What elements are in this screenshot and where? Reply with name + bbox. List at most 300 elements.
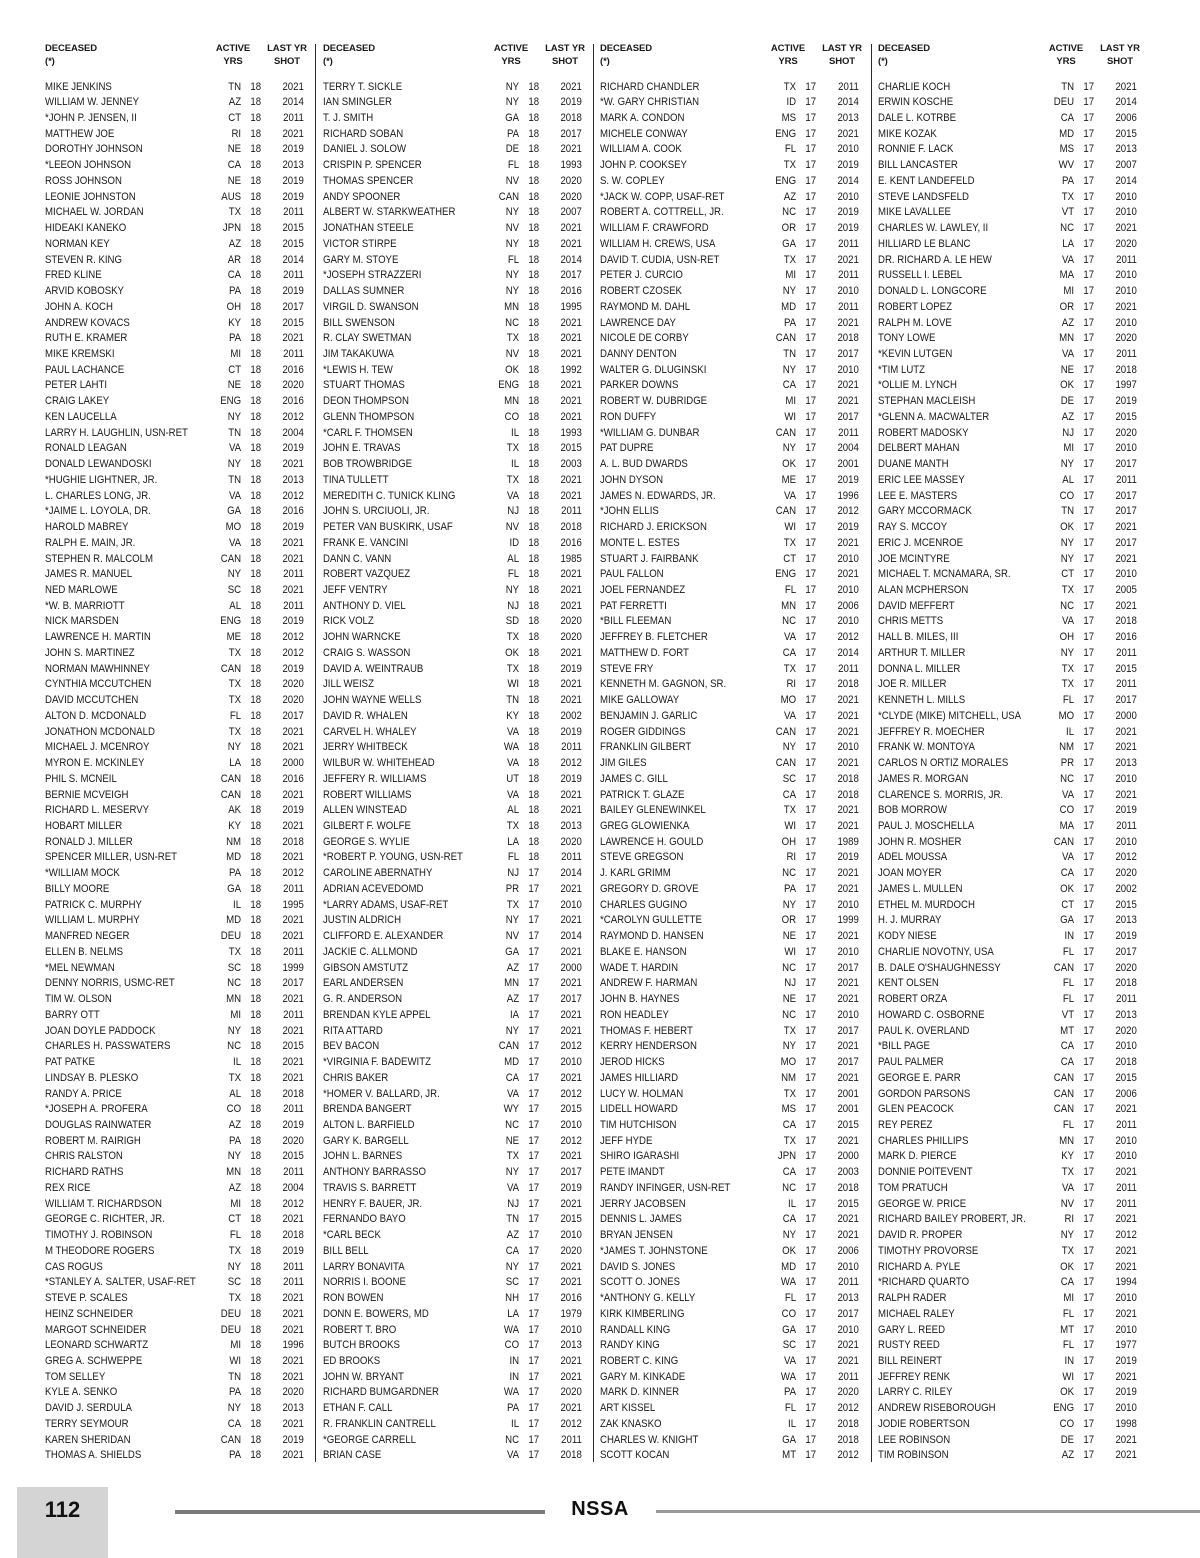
- table-row: [323, 756, 587, 772]
- member-name: S. W. COPLEY: [600, 174, 665, 187]
- table-row: [45, 1307, 309, 1323]
- member-name: JOHN L. BARNES: [323, 1150, 403, 1163]
- table-row: [878, 1118, 1142, 1134]
- last-year-shot: 2021: [282, 788, 304, 801]
- member-state: CT: [1061, 898, 1075, 911]
- table-row: [600, 583, 864, 599]
- table-row: [323, 190, 587, 206]
- table-row: [323, 331, 587, 347]
- member-name: B. DALE O'SHAUGHNESSY: [878, 961, 1001, 974]
- last-year-shot: 2021: [837, 1040, 859, 1053]
- active-years: 17: [528, 1339, 540, 1352]
- table-row: [600, 929, 864, 945]
- member-name: JOHN A. KOCH: [45, 300, 113, 313]
- member-state: AL: [229, 599, 242, 612]
- member-state: VA: [783, 631, 797, 644]
- active-years: 18: [528, 395, 540, 408]
- table-row: [45, 1275, 309, 1291]
- table-row: [45, 441, 309, 457]
- active-years: 18: [528, 379, 540, 392]
- member-name: L. CHARLES LONG, JR.: [45, 489, 151, 502]
- table-row: [878, 850, 1142, 866]
- active-years: 18: [250, 1213, 262, 1226]
- member-state: TX: [506, 473, 520, 486]
- active-years: 17: [1083, 820, 1095, 833]
- active-years: 18: [250, 961, 262, 974]
- table-row: [878, 725, 1142, 741]
- table-row: [323, 237, 587, 253]
- active-years: 17: [805, 678, 817, 691]
- last-year-shot: 2010: [1115, 285, 1137, 298]
- member-name: CARLOS N ORTIZ MORALES: [878, 757, 1009, 770]
- table-row: [45, 237, 309, 253]
- footer-rule-left: [175, 1510, 545, 1514]
- table-row: [323, 1291, 587, 1307]
- table-row: [878, 331, 1142, 347]
- table-row: [600, 961, 864, 977]
- table-row: [878, 552, 1142, 568]
- member-state: WA: [780, 1276, 797, 1289]
- active-years: 18: [250, 159, 262, 172]
- member-state: NJ: [507, 1197, 520, 1210]
- table-row: [878, 1181, 1142, 1197]
- active-years: 17: [1083, 678, 1095, 691]
- member-state: TX: [228, 694, 242, 707]
- member-name: *GEORGE CARRELL: [323, 1433, 417, 1446]
- last-year-shot: 2017: [1115, 694, 1137, 707]
- table-row: [45, 457, 309, 473]
- member-state: CAN: [775, 426, 797, 439]
- last-year-shot: 2010: [837, 615, 859, 628]
- table-row: [45, 1260, 309, 1276]
- table-row: [323, 725, 587, 741]
- member-state: WI: [784, 820, 797, 833]
- member-state: CA: [1060, 1040, 1075, 1053]
- table-row: [45, 850, 309, 866]
- table-row: [878, 347, 1142, 363]
- last-year-shot: 2016: [560, 1292, 582, 1305]
- member-state: MN: [1059, 332, 1075, 345]
- active-years: 17: [528, 867, 540, 880]
- table-row: [878, 520, 1142, 536]
- last-year-shot: 2021: [560, 143, 582, 156]
- table-row: [323, 441, 587, 457]
- member-state: UT: [506, 772, 520, 785]
- member-name: ROBERT M. RAIRIGH: [45, 1134, 141, 1147]
- member-name: CHARLES PHILLIPS: [878, 1134, 969, 1147]
- member-state: IL: [788, 1197, 797, 1210]
- member-name: DAVID R. PROPER: [878, 1229, 963, 1242]
- last-year-shot: 2020: [282, 694, 304, 707]
- table-row: [323, 929, 587, 945]
- table-row: [878, 1354, 1142, 1370]
- member-name: ROBERT WILLIAMS: [323, 788, 412, 801]
- last-year-shot: 2021: [282, 584, 304, 596]
- last-year-shot: 2017: [560, 1166, 582, 1179]
- table-row: [878, 237, 1142, 253]
- active-years: 17: [1083, 1260, 1095, 1273]
- table-row: [600, 1212, 864, 1228]
- active-years: 17: [1083, 993, 1095, 1006]
- member-name: JIM GILES: [600, 757, 647, 770]
- last-year-shot: 2015: [560, 1103, 582, 1116]
- member-state: CA: [505, 1071, 520, 1084]
- table-row: [600, 1071, 864, 1087]
- active-years: 17: [805, 222, 817, 235]
- member-state: WA: [503, 1323, 520, 1336]
- member-name: KENNETH L. MILLS: [878, 694, 966, 707]
- member-state: ME: [781, 473, 797, 486]
- active-years: 17: [805, 1307, 817, 1320]
- active-years: 18: [250, 788, 262, 801]
- member-state: CAN: [1053, 961, 1075, 974]
- table-row: [878, 190, 1142, 206]
- active-years: 18: [528, 111, 540, 124]
- member-state: OK: [782, 1244, 797, 1257]
- last-year-shot: 2021: [282, 1056, 304, 1069]
- member-name: WILLIAM L. MURPHY: [45, 914, 140, 927]
- active-years: 17: [1083, 898, 1095, 911]
- member-state: AZ: [506, 1229, 520, 1242]
- last-year-shot: 2004: [282, 1181, 304, 1194]
- last-year-shot: 2019: [282, 804, 304, 817]
- member-state: DE: [505, 143, 520, 156]
- active-years: 18: [250, 820, 262, 833]
- member-name: LEONARD SCHWARTZ: [45, 1339, 149, 1352]
- table-row: [45, 410, 309, 426]
- member-state: GA: [782, 1433, 797, 1446]
- active-years: 18: [250, 442, 262, 455]
- member-state: VT: [1061, 206, 1075, 219]
- table-row: [323, 1228, 587, 1244]
- active-years: 17: [1083, 222, 1095, 235]
- active-years: 17: [1083, 379, 1095, 392]
- table-row: [600, 662, 864, 678]
- member-state: TN: [228, 473, 242, 486]
- member-name: DANIEL J. SOLOW: [323, 143, 407, 156]
- table-row: [323, 1149, 587, 1165]
- member-name: CHARLES W. KNIGHT: [600, 1433, 699, 1446]
- table-row: [878, 268, 1142, 284]
- member-state: MD: [226, 851, 242, 864]
- member-name: *HUGHIE LIGHTNER, JR.: [45, 473, 158, 486]
- last-year-shot: 2019: [560, 725, 582, 738]
- member-state: TX: [228, 725, 242, 738]
- last-year-shot: 2018: [837, 1181, 859, 1194]
- last-year-shot: 2019: [282, 662, 304, 675]
- member-state: MI: [230, 1197, 242, 1210]
- member-name: JEROD HICKS: [600, 1056, 665, 1069]
- member-state: WI: [784, 521, 797, 534]
- active-years: 17: [1083, 851, 1095, 864]
- member-state: TX: [228, 1071, 242, 1084]
- active-years: 18: [528, 332, 540, 345]
- active-years: 17: [805, 269, 817, 282]
- member-name: KEN LAUCELLA: [45, 410, 117, 423]
- member-name: TIM HUTCHISON: [600, 1118, 677, 1131]
- table-row: [45, 536, 309, 552]
- member-state: MI: [1063, 1292, 1075, 1305]
- member-name: ALBERT W. STARKWEATHER: [323, 206, 456, 219]
- last-year-shot: 2021: [837, 1229, 859, 1242]
- table-row: [600, 1228, 864, 1244]
- active-years: 18: [528, 269, 540, 282]
- member-state: CA: [1060, 1056, 1075, 1069]
- last-year-shot: 2011: [283, 111, 304, 124]
- member-name: *LEEON JOHNSON: [45, 159, 132, 172]
- table-row: [600, 1307, 864, 1323]
- table-row: [45, 599, 309, 615]
- member-state: FL: [784, 1292, 797, 1305]
- table-row: [323, 961, 587, 977]
- last-year-shot: 2017: [1115, 505, 1137, 518]
- table-row: [45, 1165, 309, 1181]
- member-state: NM: [1059, 741, 1075, 754]
- table-row: [600, 127, 864, 143]
- member-state: ID: [786, 96, 797, 109]
- table-row: [45, 473, 309, 489]
- member-name: JODIE ROBERTSON: [878, 1417, 970, 1430]
- last-year-shot: 2011: [283, 1260, 304, 1273]
- active-years: 17: [805, 1433, 817, 1446]
- member-name: HAROLD MABREY: [45, 521, 129, 534]
- active-years: 17: [528, 1213, 540, 1226]
- last-year-shot: 2018: [282, 835, 304, 848]
- table-row: [45, 504, 309, 520]
- last-year-shot: 2021: [1115, 788, 1137, 801]
- member-state: VA: [506, 489, 520, 502]
- last-year-shot: 2016: [282, 363, 304, 376]
- member-state: MT: [1060, 1323, 1075, 1336]
- member-state: NJ: [784, 977, 797, 990]
- member-name: E. KENT LANDEFELD: [878, 174, 975, 187]
- last-year-shot: 2021: [282, 1370, 304, 1383]
- active-years: 18: [250, 1386, 262, 1399]
- table-row: [878, 1008, 1142, 1024]
- active-years: 17: [528, 1417, 540, 1430]
- table-row: [878, 583, 1142, 599]
- member-state: CAN: [775, 505, 797, 518]
- table-row: [323, 677, 587, 693]
- member-name: ALAN MCPHERSON: [878, 584, 969, 596]
- table-row: [878, 1024, 1142, 1040]
- active-years: 18: [250, 851, 262, 864]
- member-name: RAYMOND M. DAHL: [600, 300, 691, 313]
- member-state: MS: [1059, 143, 1075, 156]
- active-years: 18: [250, 977, 262, 990]
- table-row: [323, 536, 587, 552]
- member-name: JOHN R. MOSHER: [878, 835, 962, 848]
- last-year-shot: 2021: [837, 867, 859, 880]
- last-year-shot: 2021: [837, 993, 859, 1006]
- member-name: *BILL PAGE: [878, 1040, 930, 1053]
- table-row: [878, 300, 1142, 316]
- member-state: NC: [782, 1008, 797, 1021]
- last-year-shot: 2013: [1115, 914, 1137, 927]
- member-state: FL: [1062, 1118, 1075, 1131]
- last-year-shot: 2003: [837, 1166, 859, 1179]
- member-state: OH: [781, 835, 797, 848]
- table-row: [878, 1307, 1142, 1323]
- active-years: 18: [250, 599, 262, 612]
- member-name: *GLENN A. MACWALTER: [878, 410, 990, 423]
- active-years: 18: [528, 96, 540, 109]
- last-year-shot: 2021: [282, 930, 304, 943]
- last-year-shot: 2007: [560, 206, 582, 219]
- table-row: [600, 142, 864, 158]
- member-state: TN: [506, 694, 520, 707]
- last-year-shot: 2021: [837, 977, 859, 990]
- table-row: [600, 347, 864, 363]
- last-year-shot: 2018: [837, 1433, 859, 1446]
- member-name: FRANKLIN GILBERT: [600, 741, 692, 754]
- table-row: [323, 1260, 587, 1276]
- last-year-shot: 2021: [282, 552, 304, 565]
- last-year-shot: 2017: [282, 977, 304, 990]
- table-row: [323, 489, 587, 505]
- active-years: 18: [528, 143, 540, 156]
- last-year-shot: 2017: [560, 127, 582, 140]
- last-year-shot: 2021: [282, 458, 304, 471]
- member-state: MD: [504, 1056, 520, 1069]
- member-name: *MEL NEWMAN: [45, 961, 115, 974]
- active-years: 17: [528, 1354, 540, 1367]
- active-years: 18: [250, 489, 262, 502]
- table-row: [323, 1433, 587, 1449]
- last-year-shot: 2020: [282, 1386, 304, 1399]
- last-year-shot: 2001: [837, 1103, 859, 1116]
- column-4: [878, 40, 1142, 1470]
- member-name: MIKE KOZAK: [878, 127, 937, 140]
- last-year-shot: 2021: [837, 379, 859, 392]
- table-row: [878, 1417, 1142, 1433]
- member-state: IN: [1064, 1354, 1075, 1367]
- member-name: MARK D. KINNER: [600, 1386, 680, 1399]
- member-state: TX: [1061, 678, 1075, 691]
- table-row: [878, 740, 1142, 756]
- last-year-shot: 2021: [560, 80, 582, 93]
- last-year-shot: 2021: [282, 1213, 304, 1226]
- table-row: [600, 819, 864, 835]
- member-state: TX: [228, 678, 242, 691]
- last-year-shot: 2019: [282, 615, 304, 628]
- table-row: [600, 331, 864, 347]
- table-row: [600, 268, 864, 284]
- last-year-shot: 2020: [282, 1134, 304, 1147]
- table-row: [323, 630, 587, 646]
- member-name: GREG A. SCHWEPPE: [45, 1354, 143, 1367]
- brand-name: NSSA: [571, 1498, 629, 1520]
- active-years: 18: [528, 741, 540, 754]
- last-year-shot: 2019: [282, 174, 304, 187]
- last-year-shot: 1995: [560, 300, 582, 313]
- table-row: [323, 1039, 587, 1055]
- member-name: BILL SWENSON: [323, 316, 395, 329]
- active-years: 17: [1083, 1056, 1095, 1069]
- table-row: [600, 709, 864, 725]
- member-name: HIDEAKI KANEKO: [45, 222, 127, 235]
- active-years: 18: [250, 222, 262, 235]
- member-name: BEV BACON: [323, 1040, 380, 1053]
- member-state: TX: [506, 820, 520, 833]
- table-row: [323, 127, 587, 143]
- member-name: JILL WEISZ: [323, 678, 374, 691]
- last-year-shot: 2010: [837, 1323, 859, 1336]
- member-state: TN: [228, 426, 242, 439]
- active-years: 17: [1083, 1417, 1095, 1430]
- member-name: ETHEL M. MURDOCH: [878, 898, 975, 911]
- last-year-shot: 2021: [282, 1417, 304, 1430]
- member-name: BENJAMIN J. GARLIC: [600, 709, 698, 722]
- last-year-shot: 2012: [282, 646, 304, 659]
- member-name: DOROTHY JOHNSON: [45, 143, 143, 156]
- table-row: [323, 803, 587, 819]
- last-year-shot: 2010: [1115, 1323, 1137, 1336]
- table-row: [878, 394, 1142, 410]
- member-name: DAVID R. WHALEN: [323, 709, 408, 722]
- member-state: CAN: [1053, 1071, 1075, 1084]
- active-years: 17: [805, 1150, 817, 1163]
- member-state: NV: [505, 521, 520, 534]
- last-year-shot: 2015: [837, 1197, 859, 1210]
- active-years: 17: [1083, 1229, 1095, 1242]
- member-name: GEORGE E. PARR: [878, 1071, 961, 1084]
- member-name: SCOTT O. JONES: [600, 1276, 681, 1289]
- member-state: NY: [227, 458, 242, 471]
- member-name: KODY NIESE: [878, 930, 937, 943]
- member-state: ENG: [220, 615, 242, 628]
- member-state: CO: [504, 410, 520, 423]
- last-year-shot: 2014: [1115, 174, 1137, 187]
- last-year-shot: 2010: [837, 363, 859, 376]
- member-name: GIBSON AMSTUTZ: [323, 961, 409, 974]
- member-state: MT: [782, 1449, 797, 1462]
- active-years: 18: [528, 426, 540, 439]
- table-row: [600, 504, 864, 520]
- active-years: 17: [1083, 1024, 1095, 1037]
- member-name: MONTE L. ESTES: [600, 536, 680, 549]
- member-name: *WILLIAM G. DUNBAR: [600, 426, 700, 439]
- table-row: [323, 1275, 587, 1291]
- active-years: 18: [528, 505, 540, 518]
- last-year-shot: 2011: [283, 1103, 304, 1116]
- table-row: [600, 835, 864, 851]
- member-name: JEFF HYDE: [600, 1134, 653, 1147]
- table-row: [878, 1102, 1142, 1118]
- active-years: 18: [250, 347, 262, 360]
- member-name: KENT OLSEN: [878, 977, 939, 990]
- table-row: [323, 835, 587, 851]
- active-years: 17: [805, 993, 817, 1006]
- table-row: [878, 835, 1142, 851]
- member-name: ANTHONY BARRASSO: [323, 1166, 427, 1179]
- table-row: [323, 457, 587, 473]
- table-row: [878, 1165, 1142, 1181]
- table-row: [323, 1087, 587, 1103]
- table-row: [323, 347, 587, 363]
- active-years: 18: [250, 521, 262, 534]
- member-name: TIM ROBINSON: [878, 1449, 949, 1462]
- active-years: 17: [805, 646, 817, 659]
- member-state: CAN: [220, 552, 242, 565]
- member-name: LAWRENCE DAY: [600, 316, 676, 329]
- last-year-shot: 2021: [560, 882, 582, 895]
- table-row: [45, 1338, 309, 1354]
- last-year-shot: 2021: [560, 1071, 582, 1084]
- table-row: [323, 1055, 587, 1071]
- member-name: JAMES N. EDWARDS, JR.: [600, 489, 716, 502]
- member-name: M THEODORE ROGERS: [45, 1244, 155, 1257]
